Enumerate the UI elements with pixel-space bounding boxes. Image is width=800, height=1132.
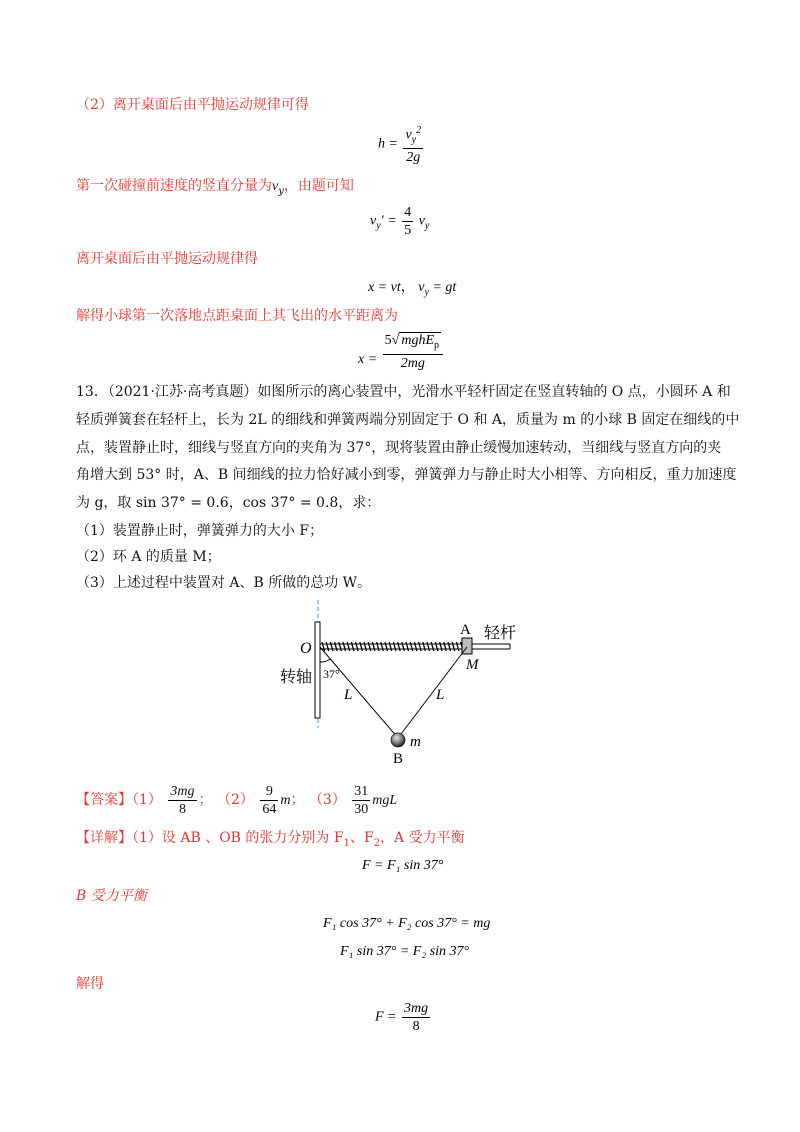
problem13-line4: 角增大到 53° 时，A、B 间细线的拉力恰好减小到零，弹簧弹力与静止时大小相等、方向相反，重力加速度 [76,467,737,483]
detail-line1: 【详解】（1）设 AB 、OB 的张力分别为 $F_1$、$F_2$，A 受力平衡 [76,830,465,849]
label-A: A [460,622,471,638]
label-L-right: L [436,687,445,703]
detail-line2: B 受力平衡 [76,888,147,904]
string-AB [398,647,467,738]
label-B: B [393,751,404,767]
centrifuge-figure [270,598,530,768]
ball-B [391,733,405,747]
problem13-line2: 轻质弹簧套在轻杆上，长为 2L 的细线和弹簧两端分别固定于 O 和 A，质量为 m 的小球 B 固定在细线的中 [76,412,740,428]
label-L-left: L [344,687,353,703]
detail-line3: 解得 [76,976,104,992]
answer-line: 【答案】（1） $\frac{3mg}{8}$ ； （2） $\frac{9}{64}$ m； （3） $\frac{31}{30}$ mgL [76,783,398,817]
question-1: （1）装置静止时，弹簧弹力的大小 F； [76,523,324,539]
detail-eq2: F₁ cos 37° + F₂ cos 37° = mg [323,916,491,931]
detail-eq3: F₁ sin 37° = F₂ sin 37° [340,944,470,959]
part2-line2: 第一次碰撞前速度的竖直分量为$v_y$，由题可知 [76,178,354,197]
equation-h: h = $\frac{v_y^2}{2g}$ [378,122,425,166]
shaft-rect [315,622,320,718]
detail-eq4: F = $\frac{3mg}{8}$ [375,1001,429,1034]
part2-line4: 解得小球第一次落地点距桌面上其飞出的水平距离为 [76,308,398,324]
label-O: O [300,640,312,657]
equation-x-result: x = $\frac{5√ mghE_p}{2mg}$ [358,332,445,372]
label-angle: 37° [323,667,340,681]
question-3: （3）上述过程中装置对 A、B 所做的总功 W。 [76,575,372,591]
spring [322,642,463,651]
part2-line3: 离开桌面后由平抛运动规律得 [76,251,258,267]
label-M: M [466,657,479,673]
angle-arc [320,659,330,662]
problem13-line1: 13．（2021·江苏·高考真题）如图所示的离心装置中，光滑水平轻杆固定在竖直转轴的 O 点，小圆环 A 和 [76,384,731,400]
equation-vy-prime: $v_y'$ = $\frac{4}{5}$ $v_y$ [370,205,430,238]
problem13-line5: 为 g，取 sin 37° = 0.6，cos 37° = 0.8，求： [76,495,381,511]
equation-x-vt: x = vt， $v_y$ = gt [368,280,457,298]
part2-heading: （2）离开桌面后由平抛运动规律可得 [76,97,309,113]
label-axis: 转轴 [280,669,313,686]
problem13-line3: 点，装置静止时，细线与竖直方向的夹角为 37°，现将装置由静止缓慢加速转动，当细线与竖直方向的夹 [76,440,722,456]
label-m: m [410,734,421,750]
question-2: （2）环 A 的质量 M； [76,549,221,565]
detail-eq1: F = F₁ sin 37° [362,858,444,873]
label-rod: 轻杆 [484,625,517,642]
string-OB [320,647,398,738]
